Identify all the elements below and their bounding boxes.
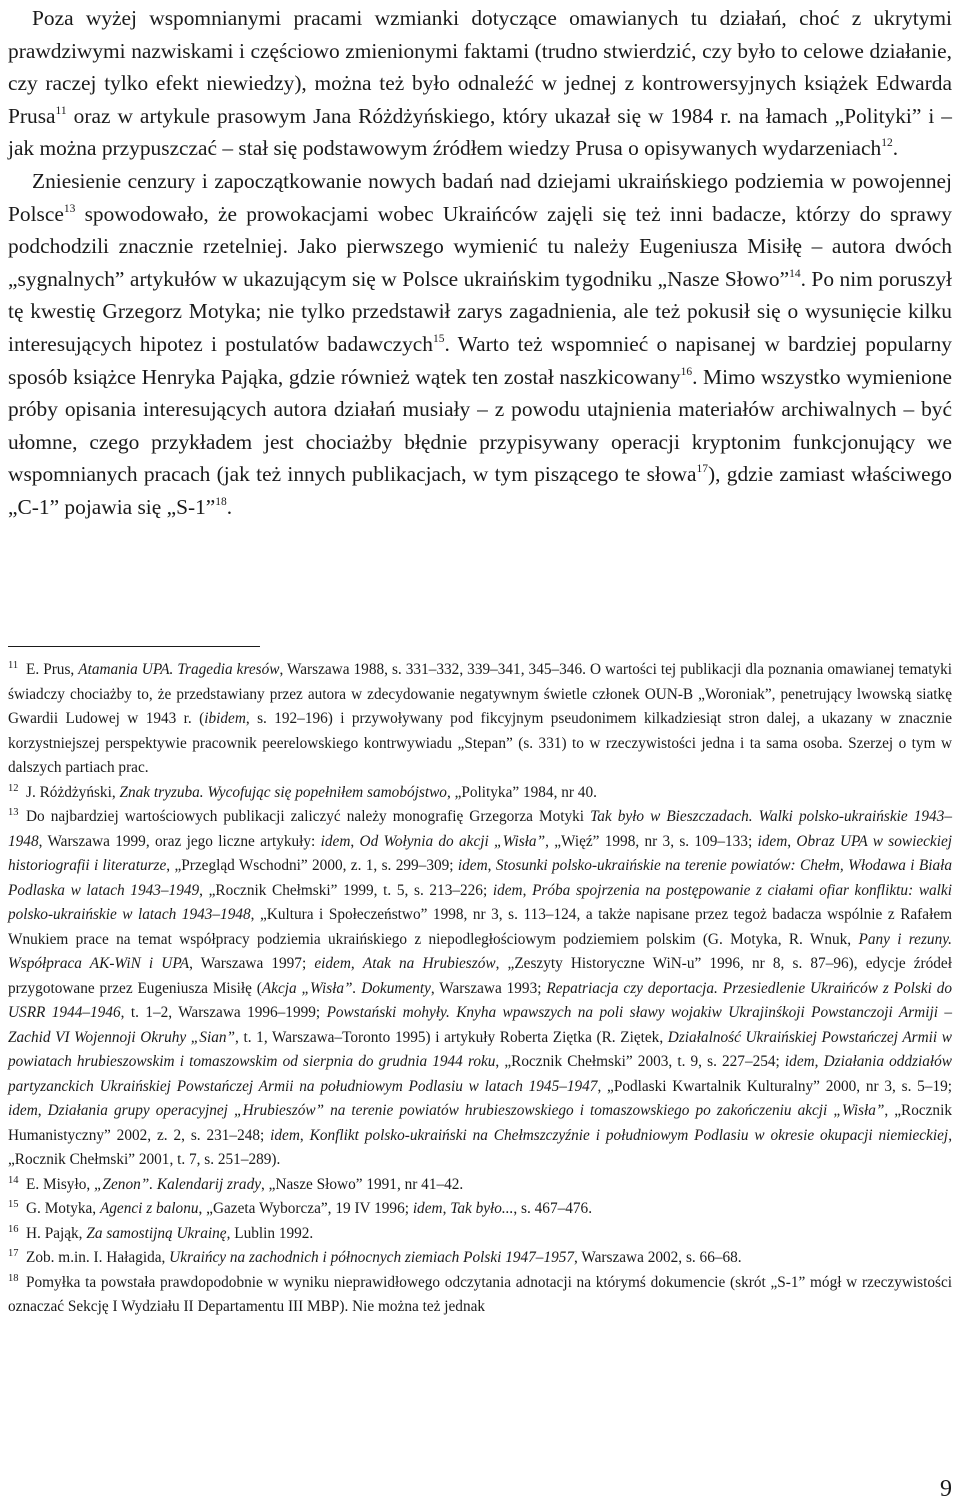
footnote-text: G. Motyka, [26,1200,100,1217]
paragraph-text: ), gdzie zamiast właściwego „C-1” pojawia się „S-1” [8,462,952,519]
footnote-title: Tak było w Bieszczadach. Walki polsko-ukraińskie 1943–1948 [8,808,952,850]
footnote-separator [8,646,260,647]
paragraph-text: spowodowało, że prowokacjami wobec Ukraińców zajęli się też inni badacze, którzy do sprawy podchodzili znacznie rzetelniej. Jako pierwszego wymienić tu należy Eugeniusza Misiłę – autora dwóch „sygnalnych” artykułów w ukazującym się w Polsce ukraińskim tygodniku „Nasze Słowo” [8,201,952,291]
footnote-text: , „Polityka” 1984, nr 40. [446,783,597,801]
footnote-title: Działania oddziałów partyzanckich Ukraińskiej Powstańczej Armii na południowym Podlasiu w latach 1945–1947 [8,1053,952,1095]
footnote-text: , t. 1, Warszawa–Toronto 1995) i artykuły Roberta Ziętka (R. Ziętek, [235,1028,668,1046]
footnote-ref-13[interactable]: 13 [63,202,76,215]
footnote-title: idem [457,857,488,874]
footnote-text: , [37,1102,48,1119]
footnote-ref-14[interactable]: 14 [789,267,801,280]
footnote-title: eidem [314,955,351,972]
footnote-title: ibidem [204,710,246,727]
footnote-ref-16[interactable]: 16 [680,365,693,378]
footnote-title: „Zenon”. Kalendarij zrady [94,1175,262,1193]
footnote-title: Działania grupy operacyjnej „Hrubieszów” na terenie powiatów hrubieszowskiego i tomaszowskiego po zakończeniu akcji „Wisła” [47,1102,885,1119]
footnote-text: , „Rocznik Humanistyczny” 2002, z. 2, s. 231–248; [8,1102,952,1144]
footnote-16: 16 H. Pająk, Za samostijną Ukrainę, Lublin 1992. [8,1223,314,1242]
footnote-ref-17[interactable]: 17 [696,463,708,476]
footnote-title: Próba spojrzenia na postępowanie z ciałami ofiar konfliktu: walki polsko-ukraińskie w latach 1943–1948 [8,881,952,923]
footnote-18: 18 Pomyłka ta powstała prawdopodobnie w wyniku nieprawidłowego odczytania adnotacji na którymś dokumencie (skrót „S-1” mógł w rzeczywistości oznaczać Sekcję I Wydziału II Departamentu III MBP). Nie można też jednak [8,1272,952,1315]
footnote-text: Zob. m.in. I. Hałagida, [26,1249,170,1266]
footnote-17: 17 Zob. m.in. I. Hałagida, Ukraińcy na zachodnich i północnych ziemiach Polski 1947–1957, Warszawa 2002, s. 66–68. [8,1248,742,1266]
paragraph-text: Zniesienie cenzury i zapoczątkowanie nowych badań nad dziejami ukraińskiego podziemia w powojennej Polsce [8,168,952,226]
footnote-text: , „Nasze Słowo” 1991, nr 41–42. [261,1175,464,1193]
footnote-15: 15 G. Motyka, Agenci z balonu, „Gazeta Wyborcza”, 19 IV 1996; idem, Tak było..., s. 467–476. [8,1199,593,1217]
footnote-text: , s. 192–196) i przywoływany pod fikcyjnym pseudonimem kilkadziesiąt stron dalej, a ukazany w znacznie korzystniejszej perspektywie pracownik peerelowskiego kontrwywiadu „Stepan” (s. 331) to w rzeczywistości jedna i ta sama osoba. Szerzej o tym w dalszych partiach prac. [8,710,952,776]
footnote-title: Za samostijną Ukrainę [86,1224,227,1242]
footnote-title: Atamania UPA. Tragedia kresów [78,661,280,678]
footnote-text: , „Więź” 1998, nr 3, s. 109–133; [545,832,758,850]
paragraph-text: . [892,136,899,161]
footnote-title: Konflikt polsko-ukraiński na Chełmszczyźnie i południowym Podlasiu w okresie okupacji niemieckiej [309,1126,949,1144]
footnote-title: Stosunki polsko-ukraińskie na terenie powiatów: Chełm, Włodawa i Biała Podlaska w latach 1943–1949 [8,857,952,899]
footnote-ref-15[interactable]: 15 [432,332,445,345]
footnote-text: , t. 1–2, Warszawa 1996–1999; [120,1004,327,1021]
paragraph-text: . Warto też wspomnieć o napisanej w bardziej popularny sposób książce Henryka Pająka, gdzie również wątek ten został naszkicowany [8,331,952,389]
footnote-text: , [350,832,360,850]
paragraph-text: Poza wyżej wspomnianymi pracami wzmianki dotyczące omawianych tu działań, choć z ukrytymi prawdziwymi nazwiskami i częściowo zmienionymi faktami (trudno stwierdzić, czy było to celowe działanie, czy raczej tylko efekt niewiedzy), można też było odnaleźć w jednej z kontrowersyjnych książek Edwarda Prusa [8,6,952,128]
footnote-text: , „Kultura i Społeczeństwo” 1998, nr 3, s. 113–124, a także napisane przez tegoż badacza wspólnie z Rafałem Wnukiem prace na temat współpracy podziemia ukraińskiego z niepodległościowym podziemiem polskim (G. Motyka, R. Wnuk, [8,906,953,948]
footnote-text: , [299,1126,310,1144]
footnote-text: E. Prus, [26,661,79,678]
footnote-title: Od Wołynia do akcji „Wisła” [359,832,546,850]
footnote-text: , [787,832,797,850]
footnote-title: Tak było... [450,1200,514,1217]
footnote-title: Atak na Hrubieszów [362,955,496,972]
footnote-ref-18[interactable]: 18 [215,495,227,508]
footnote-title: idem [270,1126,300,1144]
footnote-text: , „Rocznik Chełmski” 1999, t. 5, s. 213–226; [199,881,493,899]
footnote-text: J. Różdżyński, [26,783,120,801]
footnote-ref-11[interactable]: 11 [55,104,67,117]
footnote-text: , Warszawa 1997; [189,955,315,972]
main-text [8,2,952,524]
footnote-text: , s. 467–476. [513,1200,593,1217]
footnote-title: Agenci z balonu [99,1200,199,1217]
footnote-11: 11 E. Prus, Atamania UPA. Tragedia kresów, Warszawa 1988, s. 331–332, 339–341, 345–346. O wartości tej publikacji dla poznania omawianej tematyki świadczy chociażby to, że przedstawiany przez autora w zdecydowanie negatywnym świetle członek OUN-B „Woroniak”, penetrujący lwowską siatkę Gwardii Ludowej w 1943 r. (ibidem, s. 192–196) i przywoływany pod fikcyjnym pseudonimem kilkadziesiąt stron dalej, a ukazany w znacznie korzystniejszej perspektywie pracownik peerelowskiego kontrwywiadu „Stepan” (s. 331) to w rzeczywistości jedna i ta sama osoba. Szerzej o tym w dalszych partiach prac. [8,660,953,776]
paragraph-1 [8,2,952,165]
document-page [8,0,952,1512]
paragraph-text: oraz w artykule prasowym Jana Różdżyńskiego, który ukazał się w 1984 r. na łamach „Polityki” i – jak można przypuszczać – stał się podstawowym źródłem wiedzy Prusa o opisywanych wydarzeniach [8,103,952,161]
footnote-text: Pomyłka ta powstała prawdopodobnie w wyniku nieprawidłowego odczytania adnotacji na którymś dokumencie (skrót „S-1” mógł w rzeczywistości oznaczać Sekcję I Wydziału II Departamentu III MBP). Nie można też jednak [8,1273,952,1315]
footnote-14: 14 E. Misyło, „Zenon”. Kalendarij zrady, „Nasze Słowo” 1991, nr 41–42. [8,1174,464,1193]
footnote-title: Repatriacja czy deportacja. Przesiedlenie Ukraińców z Polski do USRR 1944–1946 [8,979,953,1021]
footnote-text: , „Rocznik Chełmski” 2001, t. 7, s. 251–289). [8,1126,953,1168]
footnote-ref-12[interactable]: 12 [881,137,893,150]
footnote-title: Akcja „Wisła”. Dokumenty [261,979,431,997]
footnote-text: , „Rocznik Chełmski” 2003, t. 9, s. 227–254; [495,1053,785,1070]
footnote-title: idem [320,832,351,850]
footnote-title: idem [492,881,523,899]
footnote-text: , Warszawa 1988, s. 331–332, 339–341, 345–346. O wartości tej publikacji dla poznania omawianej tematyki świadczy chociażby to, że przedstawiany przez autora w zdecydowanie negatywnym świetle członek OUN-B „Woroniak”, penetrujący lwowską siatkę Gwardii Ludowej w 1943 r. ( [8,661,953,727]
footnote-title: Działalność Ukraińskiej Powstańczej Armii w powiatach hrubieszowskim i tomaszowskim od sierpnia do grudnia 1944 roku [8,1028,952,1070]
footnote-text: , „Podlaski Kwartalnik Kulturalny” 2000, nr 3, s. 5–19; [597,1077,952,1095]
footnote-title: Obraz UPA w sowieckiej historiografii i literaturze [8,832,953,874]
footnotes [8,658,952,1320]
footnote-text: , [814,1053,824,1070]
footnote-text: , [442,1200,451,1217]
footnote-title: Pany i rezuny. Współpraca AK-WiN i UPA [8,930,952,972]
page-number: 9 [940,1476,952,1502]
footnote-text: , „Zeszyty Historyczne WiN-u” 1996, nr 8, s. 87–96), edycje źródeł przygotowane przez Eugeniusza Misiłę ( [8,955,952,997]
paragraph-2 [8,165,952,524]
footnote-text: , „Przegląd Wschodni” 2000, z. 1, s. 299–309; [166,857,458,874]
footnote-title: Powstański mohyły. Knyha wpawszych na poli sławy wojakiw Ukrajinśkoji Powstanczoji Armiji – Zachid VI Wojennoji Okruhy „Sian” [8,1004,952,1046]
footnote-title: idem [8,1102,38,1119]
footnote-text: Do najbardziej wartościowych publikacji zaliczyć należy monografię Grzegorza Motyki [26,808,591,825]
footnote-text: E. Misyło, [26,1175,94,1193]
footnote-text: , Warszawa 1999, oraz jego liczne artykuły: [38,832,321,850]
footnote-title: idem [784,1053,815,1070]
footnote-text: H. Pająk, [26,1224,87,1242]
footnote-text: , „Gazeta Wyborcza”, 19 IV 1996; [198,1200,413,1217]
footnote-title: Znak tryzuba. Wycofując się popełniłem samobójstwo [119,783,447,801]
footnote-text: , Lublin 1992. [226,1224,314,1242]
footnote-text: , [350,955,363,972]
footnote-title: Ukraińcy na zachodnich i północnych ziemiach Polski 1947–1957 [169,1249,575,1266]
paragraph-text: . [226,494,233,519]
paragraph-text: . Po nim poruszył tę kwestię Grzegorz Motyka; nie tylko przedstawił zarys zagadnienia, ale też pokusił się o wysunięcie kilku interesujących hipotez i postulatów badawczych [8,266,952,356]
footnote-text: , Warszawa 1993; [430,979,547,997]
footnote-13: 13 Do najbardziej wartościowych publikacji zaliczyć należy monografię Grzegorza Motyki Tak było w Bieszczadach. Walki polsko-ukraińskie 1943–1948, Warszawa 1999, oraz jego liczne artykuły: idem, Od Wołynia do akcji „Wisła”, „Więź” 1998, nr 3, s. 109–133; idem, Obraz UPA w sowieckiej historiografii i literaturze, „Przegląd Wschodni” 2000, z. 1, s. 299–309; idem, Stosunki polsko-ukraińskie na terenie powiatów: Chełm, Włodawa i Biała Podlaska w latach 1943–1949, „Rocznik Chełmski” 1999, t. 5, s. 213–226; idem, Próba spojrzenia na postępowanie z ciałami ofiar konfliktu: walki polsko-ukraińskie w latach 1943–1948, „Kultura i Społeczeństwo” 1998, nr 3, s. 113–124, a także napisane przez tegoż badacza wspólnie z Rafałem Wnukiem prace na temat współpracy podziemia ukraińskiego z niepodległościowym podziemiem polskim (G. Motyka, R. Wnuk, Pany i rezuny. Współpraca AK-WiN i UPA, Warszawa 1997; eidem, Atak na Hrubieszów, „Zeszyty Historyczne WiN-u” 1996, nr 8, s. 87–96), edycje źródeł przygotowane przez Eugeniusza Misiłę (Akcja „Wisła”. Dokumenty, Warszawa 1993; Repatriacja czy deportacja. Przesiedlenie Ukraińców z Polski do USRR 1944–1946, t. 1–2, Warszawa 1996–1999; Powstański mohyły. Knyha wpawszych na poli sławy wojakiw Ukrajinśkoji Powstanczoji Armiji – Zachid VI Wojennoji Okruhy „Sian”, t. 1, Warszawa–Toronto 1995) i artykuły Roberta Ziętka (R. Ziętek, Działalność Ukraińskiej Powstańczej Armii w powiatach hrubieszowskim i tomaszowskim od sierpnia do grudnia 1944 roku, „Rocznik Chełmski” 2003, t. 9, s. 227–254; idem, Działania oddziałów partyzanckich Ukraińskiej Powstańczej Armii na południowym Podlasiu w latach 1945–1947, „Podlaski Kwartalnik Kulturalny” 2000, nr 3, s. 5–19; idem, Działania grupy operacyjnej „Hrubieszów” na terenie powiatów hrubieszowskiego i tomaszowskiego po zakończeniu akcji „Wisła”, „Rocznik Humanistyczny” 2002, z. 2, s. 231–248; idem, Konflikt polsko-ukraiński na Chełmszczyźnie i południowym Podlasiu w okresie okupacji niemieckiej, „Rocznik Chełmski” 2001, t. 7, s. 251–289). [8,807,953,1168]
paragraph-text: . Mimo wszystko wymienione próby opisania interesujących autora działań musiały – z powodu utajnienia materiałów archiwalnych – być ułomne, czego przykładem jest chociażby błędnie przypisywany operacji kryptonim funkcjonujący we wspomnianych pracach (jak też innych publikacjach, w tym piszącego te słowa [8,364,952,487]
footnote-text: , Warszawa 2002, s. 66–68. [574,1249,742,1266]
footnote-text: , [522,881,533,899]
footnote-12: 12 J. Różdżyński, Znak tryzuba. Wycofując się popełniłem samobójstwo, „Polityka” 1984, nr 40. [8,782,597,801]
footnote-text: , [487,857,496,874]
footnote-title: idem [412,1200,443,1217]
footnote-title: idem [757,832,788,850]
